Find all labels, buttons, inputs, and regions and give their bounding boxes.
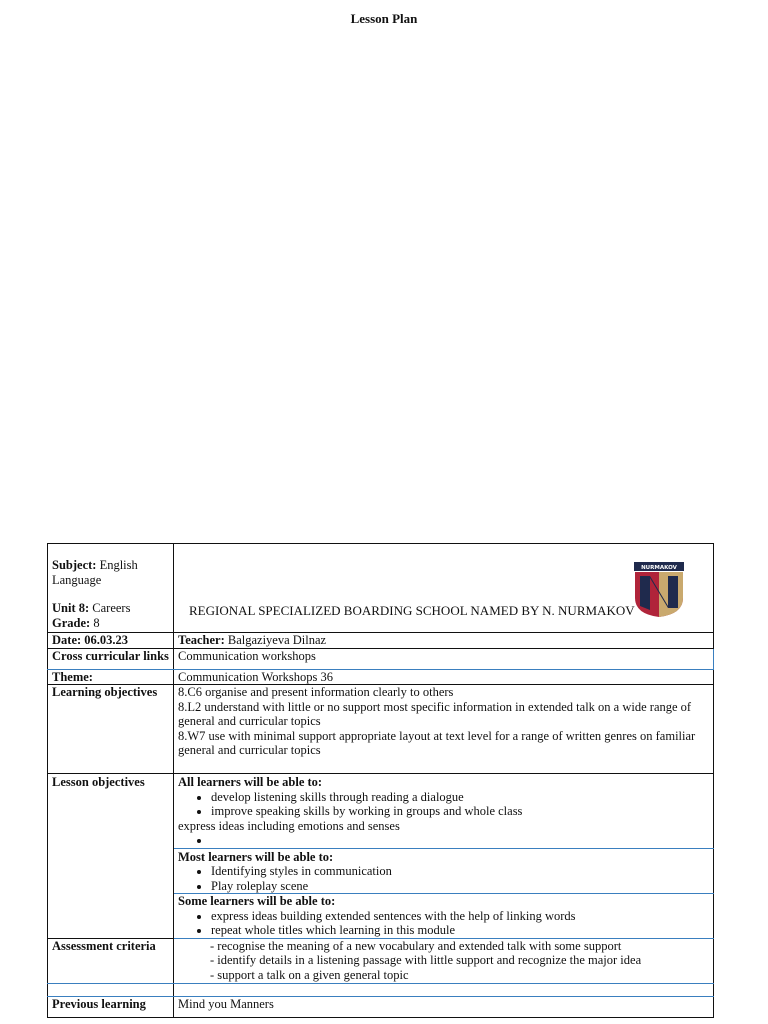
- list-item: • Play roleplay scene: [211, 879, 709, 894]
- assessment-label: Assessment criteria: [48, 938, 174, 983]
- some-learners-heading: Some learners will be able to:: [178, 894, 336, 908]
- learning-objective: 8.C6 organise and present information clearly to others: [178, 685, 454, 699]
- school-name: REGIONAL SPECIALIZED BOARDING SCHOOL NAMED BY N. NURMAKOV: [189, 603, 635, 618]
- subject-line: Subject: English Language: [52, 558, 138, 587]
- theme-row: [48, 669, 714, 685]
- date-cell: Date: 06.03.23: [48, 633, 174, 649]
- list-item: • express ideas building extended sentences with the help of linking words: [211, 909, 709, 924]
- assessment-list: [174, 938, 714, 983]
- date-row: [48, 633, 714, 649]
- learning-objectives-list: [174, 685, 714, 774]
- all-learners-cell: [174, 774, 714, 849]
- teacher-cell: Teacher: Balgaziyeva Dilnaz: [174, 633, 714, 649]
- cross-curricular-label: Cross curricular links: [48, 648, 174, 669]
- assessment-item: - support a talk on a given general topic: [210, 967, 409, 982]
- most-learners-heading: Most learners will be able to:: [178, 849, 334, 864]
- most-learners-list: [178, 864, 709, 893]
- cross-curricular-row: [48, 648, 714, 669]
- lesson-objectives-label: Lesson objectives: [48, 774, 174, 939]
- some-learners-list: [178, 909, 709, 938]
- previous-learning-row: [48, 996, 714, 1017]
- list-item: • develop listening skills through reading a dialogue: [211, 790, 709, 805]
- assessment-item: - identify details in a listening passage with little support and recognize the major idea: [210, 953, 642, 967]
- previous-learning-value: Mind you Manners: [174, 996, 714, 1017]
- list-item: • repeat whole titles which learning in this module: [211, 923, 709, 938]
- lesson-objectives-all-row: [48, 774, 714, 849]
- all-learners-heading: All learners will be able to:: [178, 775, 323, 789]
- empty-bullet-list: [178, 833, 709, 848]
- learning-objective: 8.L2 understand with little or no support most specific information in extended talk on a wide range of general and curricular topics: [178, 699, 692, 728]
- learning-objectives-row: [48, 685, 714, 774]
- lesson-plan-table: [47, 543, 714, 1018]
- svg-text:NURMAKOV: NURMAKOV: [641, 565, 677, 571]
- list-item: • Identifying styles in communication: [211, 864, 709, 879]
- school-header-cell: [174, 544, 714, 633]
- assessment-row: [48, 938, 714, 983]
- cross-curricular-value: Communication workshops: [174, 648, 714, 669]
- theme-label: Theme:: [48, 669, 174, 685]
- header-row: [48, 544, 714, 633]
- all-learners-list: [178, 790, 709, 819]
- previous-learning-label: Previous learning: [48, 996, 174, 1017]
- list-item: [211, 833, 709, 848]
- some-learners-cell: [174, 894, 714, 939]
- learning-objectives-label: Learning objectives: [48, 685, 174, 774]
- nurmakov-school-crest-icon: [634, 562, 684, 618]
- list-item: • improve speaking skills by working in groups and whole class: [211, 804, 709, 819]
- unit-line: Unit 8: Careers: [52, 601, 131, 615]
- assessment-item: - recognise the meaning of a new vocabulary and extended talk with some support: [210, 938, 622, 953]
- learning-objective: 8.W7 use with minimal support appropriate layout at text level for a range of written genres on familiar general and curricular topics: [178, 728, 696, 757]
- theme-value: Communication Workshops 36: [174, 669, 714, 685]
- most-learners-cell: [174, 848, 714, 894]
- empty-cell: [174, 983, 714, 996]
- empty-cell: [48, 983, 174, 996]
- all-learners-extra: express ideas including emotions and senses: [178, 818, 400, 833]
- page-title: Lesson Plan: [350, 11, 418, 26]
- spacer-row: [48, 983, 714, 996]
- subject-cell: [48, 544, 174, 633]
- grade-line: Grade: 8: [52, 615, 100, 630]
